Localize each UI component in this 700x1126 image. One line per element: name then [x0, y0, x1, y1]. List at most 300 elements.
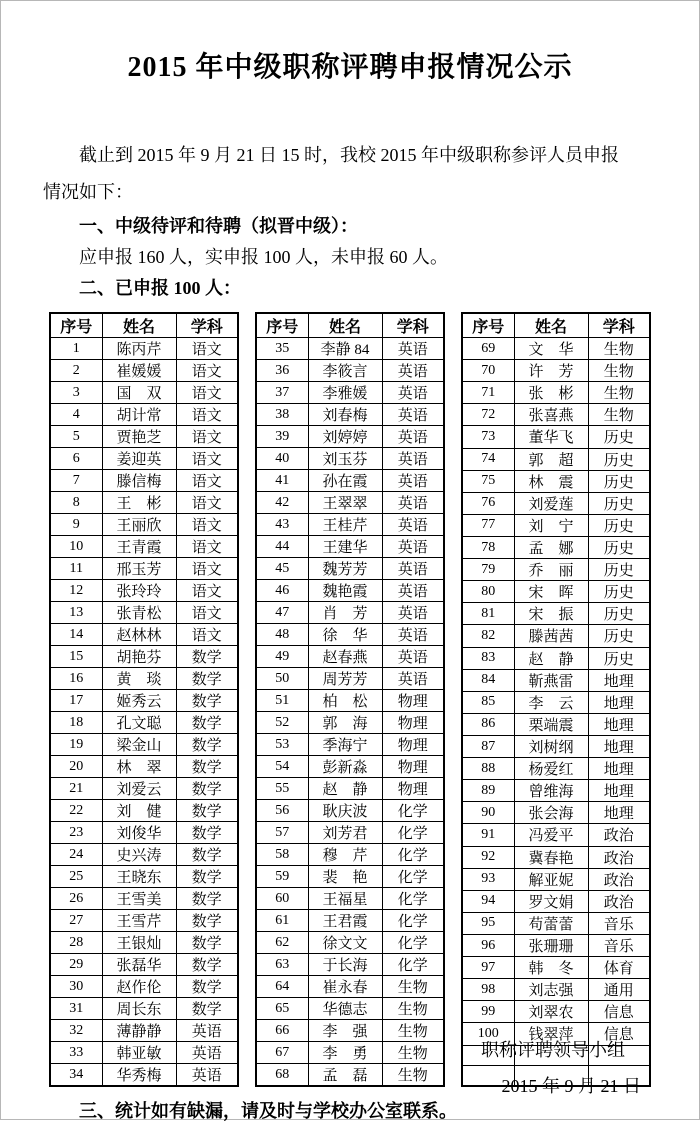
cell-name: 张珊珊 [514, 934, 588, 956]
table-row [256, 910, 444, 932]
cell-seq: 50 [256, 668, 308, 690]
cell-seq: 78 [462, 536, 514, 558]
cell-seq: 47 [256, 602, 308, 624]
cell-subject: 通用 [588, 979, 650, 1001]
cell-name: 刘玉芬 [308, 448, 382, 470]
cell-subject: 英语 [382, 470, 444, 492]
cell-name: 王银灿 [102, 932, 176, 954]
table-row [50, 338, 238, 360]
cell-subject: 英语 [382, 492, 444, 514]
cell-subject: 地理 [588, 713, 650, 735]
cell-seq: 70 [462, 360, 514, 382]
cell-name: 李静 84 [308, 338, 382, 360]
column-header-name: 姓名 [514, 313, 588, 338]
cell-seq: 30 [50, 976, 102, 998]
table-header-row [50, 313, 238, 338]
cell-seq: 20 [50, 756, 102, 778]
cell-subject: 信息 [588, 1023, 650, 1045]
cell-subject: 数学 [176, 646, 238, 668]
cell-name: 姬秀云 [102, 690, 176, 712]
cell-subject: 地理 [588, 802, 650, 824]
cell-name: 林 震 [514, 470, 588, 492]
cell-subject: 数学 [176, 866, 238, 888]
cell-subject: 数学 [176, 888, 238, 910]
cell-subject: 历史 [588, 536, 650, 558]
cell-name: 胡计常 [102, 404, 176, 426]
cell-subject: 语文 [176, 360, 238, 382]
cell-subject: 数学 [176, 822, 238, 844]
column-header-name: 姓名 [102, 313, 176, 338]
cell-subject: 数学 [176, 800, 238, 822]
table-row [462, 957, 650, 979]
column-header-subject: 学科 [176, 313, 238, 338]
cell-seq: 46 [256, 580, 308, 602]
cell-seq: 42 [256, 492, 308, 514]
cell-name: 周长东 [102, 998, 176, 1020]
column-header-subject: 学科 [382, 313, 444, 338]
cell-name: 张玲玲 [102, 580, 176, 602]
cell-name: 赵春燕 [308, 646, 382, 668]
cell-subject: 政治 [588, 846, 650, 868]
table-row [462, 979, 650, 1001]
cell-seq: 62 [256, 932, 308, 954]
cell-seq: 15 [50, 646, 102, 668]
table-row [462, 559, 650, 581]
cell-subject: 语文 [176, 514, 238, 536]
cell-name: 赵林林 [102, 624, 176, 646]
cell-seq: 69 [462, 338, 514, 360]
table-row [256, 800, 444, 822]
cell-seq: 39 [256, 426, 308, 448]
cell-name: 王雪芹 [102, 910, 176, 932]
cell-seq: 11 [50, 558, 102, 580]
cell-subject: 生物 [382, 1064, 444, 1087]
cell-subject: 语文 [176, 580, 238, 602]
applicants-table-3 [461, 312, 651, 1087]
table-row [462, 780, 650, 802]
table-row [462, 890, 650, 912]
cell-seq: 71 [462, 382, 514, 404]
cell-name: 许 芳 [514, 360, 588, 382]
cell-subject: 数学 [176, 910, 238, 932]
cell-name: 李雅媛 [308, 382, 382, 404]
cell-seq: 75 [462, 470, 514, 492]
table-header-row [462, 313, 650, 338]
table-row [462, 360, 650, 382]
cell-name: 宋 晖 [514, 581, 588, 603]
signature-block [1, 1035, 699, 1101]
cell-seq: 94 [462, 890, 514, 912]
cell-seq: 3 [50, 382, 102, 404]
page-title: 2015 年中级职称评聘申报情况公示 [127, 52, 573, 83]
cell-subject: 生物 [588, 382, 650, 404]
cell-name: 李筱言 [308, 360, 382, 382]
cell-seq: 37 [256, 382, 308, 404]
cell-name: 耿庆波 [308, 800, 382, 822]
cell-seq: 16 [50, 668, 102, 690]
cell-subject: 历史 [588, 426, 650, 448]
cell-subject: 历史 [588, 603, 650, 625]
cell-seq: 98 [462, 979, 514, 1001]
cell-name: 赵 静 [514, 647, 588, 669]
table-row [50, 646, 238, 668]
cell-seq: 88 [462, 758, 514, 780]
cell-seq: 24 [50, 844, 102, 866]
cell-subject: 语文 [176, 470, 238, 492]
table-row [50, 844, 238, 866]
table-row [50, 360, 238, 382]
cell-name: 滕茜茜 [514, 625, 588, 647]
table-row [256, 756, 444, 778]
cell-seq: 52 [256, 712, 308, 734]
table-row [50, 712, 238, 734]
cell-name: 钱翠萍 [514, 1023, 588, 1045]
cell-seq: 99 [462, 1001, 514, 1023]
cell-subject: 英语 [382, 338, 444, 360]
cell-seq: 55 [256, 778, 308, 800]
table-row [50, 668, 238, 690]
table-row [50, 624, 238, 646]
cell-name: 罗文娟 [514, 890, 588, 912]
cell-subject: 数学 [176, 712, 238, 734]
cell-seq: 81 [462, 603, 514, 625]
cell-subject: 地理 [588, 758, 650, 780]
cell-name: 林 翠 [102, 756, 176, 778]
cell-subject: 化学 [382, 932, 444, 954]
cell-subject: 化学 [382, 822, 444, 844]
cell-seq: 54 [256, 756, 308, 778]
table-row [462, 338, 650, 360]
cell-subject: 英语 [382, 602, 444, 624]
cell-subject: 化学 [382, 844, 444, 866]
cell-name: 韩 冬 [514, 957, 588, 979]
cell-seq: 95 [462, 912, 514, 934]
cell-subject: 语文 [176, 382, 238, 404]
cell-name: 张 彬 [514, 382, 588, 404]
cell-subject: 英语 [382, 448, 444, 470]
cell-subject: 英语 [382, 624, 444, 646]
cell-seq: 22 [50, 800, 102, 822]
cell-subject: 生物 [382, 976, 444, 998]
table-row [50, 514, 238, 536]
cell-seq: 77 [462, 514, 514, 536]
cell-seq: 1 [50, 338, 102, 360]
table-row [50, 690, 238, 712]
cell-subject: 英语 [382, 404, 444, 426]
cell-name: 王 彬 [102, 492, 176, 514]
table-row [256, 624, 444, 646]
cell-name: 韩亚敏 [102, 1042, 176, 1064]
cell-seq: 38 [256, 404, 308, 426]
table-row [462, 758, 650, 780]
cell-subject: 数学 [176, 778, 238, 800]
cell-name: 胡艳芬 [102, 646, 176, 668]
cell-name: 国 双 [102, 382, 176, 404]
cell-seq: 82 [462, 625, 514, 647]
cell-subject: 音乐 [588, 934, 650, 956]
cell-subject: 音乐 [588, 912, 650, 934]
cell-name: 史兴涛 [102, 844, 176, 866]
cell-subject: 生物 [382, 998, 444, 1020]
cell-subject: 语文 [176, 536, 238, 558]
cell-subject: 地理 [588, 780, 650, 802]
cell-subject: 英语 [382, 360, 444, 382]
table-row [50, 954, 238, 976]
table-row [50, 492, 238, 514]
cell-subject: 数学 [176, 734, 238, 756]
cell-name: 裴 艳 [308, 866, 382, 888]
cell-subject: 生物 [588, 338, 650, 360]
cell-name: 季海宁 [308, 734, 382, 756]
cell-subject: 英语 [382, 382, 444, 404]
cell-seq: 4 [50, 404, 102, 426]
table-row [462, 868, 650, 890]
cell-subject: 物理 [382, 712, 444, 734]
intro-line-1: 截止到 2015 年 9 月 21 日 15 时，我校 2015 年中级职称参评人员申报 [79, 145, 619, 165]
table-row [50, 404, 238, 426]
cell-subject: 数学 [176, 844, 238, 866]
column-header-subject: 学科 [588, 313, 650, 338]
applicants-table-1 [49, 312, 239, 1087]
cell-seq: 74 [462, 448, 514, 470]
cell-name: 滕信梅 [102, 470, 176, 492]
cell-name: 刘婷婷 [308, 426, 382, 448]
cell-seq: 25 [50, 866, 102, 888]
cell-name: 曾维海 [514, 780, 588, 802]
cell-seq: 96 [462, 934, 514, 956]
cell-name: 姜迎英 [102, 448, 176, 470]
cell-seq: 31 [50, 998, 102, 1020]
section-2-heading: 二、已申报 100 人： [79, 278, 241, 298]
table-row [50, 998, 238, 1020]
cell-seq: 48 [256, 624, 308, 646]
cell-seq: 34 [50, 1064, 102, 1087]
cell-subject: 物理 [382, 690, 444, 712]
cell-name: 邢玉芳 [102, 558, 176, 580]
cell-seq: 91 [462, 824, 514, 846]
table-row [256, 492, 444, 514]
table-row [256, 404, 444, 426]
cell-name: 王青霞 [102, 536, 176, 558]
cell-subject: 英语 [382, 426, 444, 448]
table-row [462, 536, 650, 558]
column-header-seq: 序号 [256, 313, 308, 338]
cell-name: 董华飞 [514, 426, 588, 448]
cell-seq: 29 [50, 954, 102, 976]
cell-name: 王福星 [308, 888, 382, 910]
column-header-name: 姓名 [308, 313, 382, 338]
cell-seq: 56 [256, 800, 308, 822]
table-row [256, 470, 444, 492]
cell-subject: 历史 [588, 470, 650, 492]
cell-subject: 语文 [176, 602, 238, 624]
cell-name: 冯爱平 [514, 824, 588, 846]
table-row [462, 802, 650, 824]
cell-subject: 英语 [382, 514, 444, 536]
cell-subject: 数学 [176, 976, 238, 998]
cell-seq: 89 [462, 780, 514, 802]
table-row [462, 691, 650, 713]
cell-seq: 40 [256, 448, 308, 470]
cell-subject: 英语 [176, 1020, 238, 1042]
section-1-heading: 一、中级待评和待聘（拟晋中级）： [79, 216, 358, 236]
cell-name: 穆 芹 [308, 844, 382, 866]
table-row [50, 382, 238, 404]
cell-subject: 信息 [588, 1001, 650, 1023]
cell-subject: 英语 [382, 646, 444, 668]
cell-subject: 历史 [588, 625, 650, 647]
cell-name: 周芳芳 [308, 668, 382, 690]
cell-name: 王君霞 [308, 910, 382, 932]
cell-name: 徐文文 [308, 932, 382, 954]
table-row [256, 580, 444, 602]
table-row [256, 690, 444, 712]
cell-subject: 语文 [176, 492, 238, 514]
cell-name: 王雪美 [102, 888, 176, 910]
cell-subject: 语文 [176, 426, 238, 448]
cell-subject: 政治 [588, 868, 650, 890]
cell-name: 魏芳芳 [308, 558, 382, 580]
cell-seq: 92 [462, 846, 514, 868]
cell-subject: 语文 [176, 624, 238, 646]
cell-seq: 43 [256, 514, 308, 536]
table-row [256, 976, 444, 998]
cell-name: 张会海 [514, 802, 588, 824]
table-row [256, 646, 444, 668]
cell-subject: 化学 [382, 954, 444, 976]
cell-seq: 14 [50, 624, 102, 646]
cell-subject: 生物 [382, 1020, 444, 1042]
table-row [462, 824, 650, 846]
cell-seq: 76 [462, 492, 514, 514]
cell-seq: 19 [50, 734, 102, 756]
table-row [50, 932, 238, 954]
column-header-seq: 序号 [462, 313, 514, 338]
cell-name: 刘 宁 [514, 514, 588, 536]
table-row [256, 514, 444, 536]
cell-subject: 英语 [382, 558, 444, 580]
table-row [462, 713, 650, 735]
cell-seq: 73 [462, 426, 514, 448]
table-row [462, 492, 650, 514]
cell-subject: 英语 [176, 1064, 238, 1087]
table-row [256, 866, 444, 888]
cell-seq: 27 [50, 910, 102, 932]
cell-name: 刘志强 [514, 979, 588, 1001]
cell-seq: 49 [256, 646, 308, 668]
roster-tables [49, 312, 657, 1087]
cell-subject: 化学 [382, 910, 444, 932]
cell-subject: 历史 [588, 448, 650, 470]
table-row [50, 756, 238, 778]
table-row [462, 426, 650, 448]
cell-seq: 32 [50, 1020, 102, 1042]
table-row [462, 404, 650, 426]
cell-subject: 英语 [176, 1042, 238, 1064]
cell-name: 魏艳霞 [308, 580, 382, 602]
cell-name: 冀春艳 [514, 846, 588, 868]
cell-name: 李 强 [308, 1020, 382, 1042]
cell-name: 宋 振 [514, 603, 588, 625]
cell-seq: 57 [256, 822, 308, 844]
cell-name: 肖 芳 [308, 602, 382, 624]
cell-seq: 65 [256, 998, 308, 1020]
table-row [256, 536, 444, 558]
document-page [1, 45, 699, 1126]
table-row [462, 625, 650, 647]
table-row [462, 514, 650, 536]
cell-name: 彭新淼 [308, 756, 382, 778]
cell-seq: 7 [50, 470, 102, 492]
cell-seq: 100 [462, 1023, 514, 1045]
cell-subject: 物理 [382, 734, 444, 756]
cell-name: 张磊华 [102, 954, 176, 976]
table-row [256, 998, 444, 1020]
table-row [256, 734, 444, 756]
cell-name: 徐 华 [308, 624, 382, 646]
table-row [256, 360, 444, 382]
table-row [50, 866, 238, 888]
cell-seq: 33 [50, 1042, 102, 1064]
cell-name: 栗端震 [514, 713, 588, 735]
table-row [50, 602, 238, 624]
table-row [50, 734, 238, 756]
table-row [50, 426, 238, 448]
cell-name: 于长海 [308, 954, 382, 976]
cell-subject: 地理 [588, 691, 650, 713]
cell-seq: 61 [256, 910, 308, 932]
table-row [50, 888, 238, 910]
cell-name: 黄 琰 [102, 668, 176, 690]
cell-seq: 51 [256, 690, 308, 712]
table-header-row [256, 313, 444, 338]
cell-name: 贾艳芝 [102, 426, 176, 448]
cell-name: 华德志 [308, 998, 382, 1020]
table-row [462, 735, 650, 757]
cell-seq: 35 [256, 338, 308, 360]
cell-name: 张喜燕 [514, 404, 588, 426]
table-row [256, 558, 444, 580]
table-row [50, 536, 238, 558]
table-row [256, 844, 444, 866]
table-row [50, 822, 238, 844]
cell-subject: 历史 [588, 514, 650, 536]
cell-seq: 17 [50, 690, 102, 712]
cell-subject: 地理 [588, 735, 650, 757]
cell-name: 刘爱云 [102, 778, 176, 800]
cell-name: 解亚妮 [514, 868, 588, 890]
intro-line-2: 情况如下： [43, 182, 133, 202]
cell-name: 刘春梅 [308, 404, 382, 426]
table-row [256, 448, 444, 470]
cell-name: 王桂芹 [308, 514, 382, 536]
cell-subject: 生物 [588, 360, 650, 382]
cell-seq: 85 [462, 691, 514, 713]
cell-name: 张青松 [102, 602, 176, 624]
table-row [462, 912, 650, 934]
cell-name: 苟蕾蕾 [514, 912, 588, 934]
cell-name: 王建华 [308, 536, 382, 558]
cell-subject: 数学 [176, 998, 238, 1020]
table-row [256, 382, 444, 404]
cell-seq: 97 [462, 957, 514, 979]
cell-subject: 物理 [382, 778, 444, 800]
cell-seq: 28 [50, 932, 102, 954]
cell-seq: 23 [50, 822, 102, 844]
table-row [462, 382, 650, 404]
table-row [50, 910, 238, 932]
section-1-body: 应申报 160 人，实申报 100 人，未申报 60 人。 [79, 247, 448, 267]
